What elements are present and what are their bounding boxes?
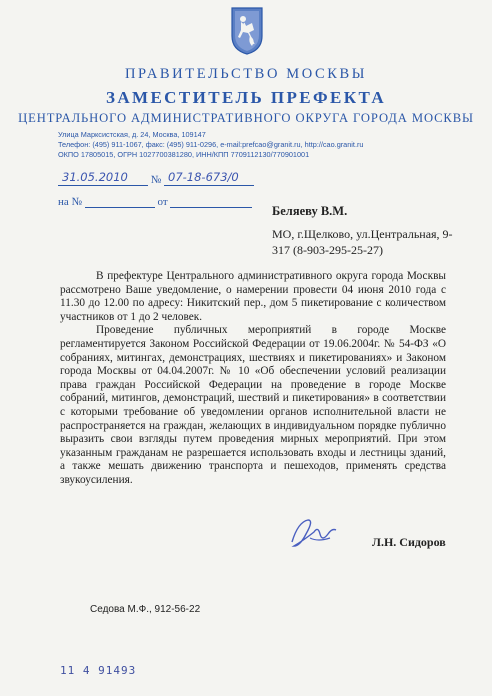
recipient-address: МО, г.Щелково, ул.Центральная, 9-317 (8-903-295-25-27) [272, 227, 453, 257]
letter-body [60, 270, 446, 488]
reply-reference [58, 196, 252, 208]
paragraph: В префектуре Центрального административного округа города Москвы рассмотрено Ваше уведомление, о намерении провести 04 июня 2010 года с 11.30 до 12.00 по адресу: Никитский пер., дом 5 пикетирование с количеством участников от 1 до 2 человек. [60, 270, 446, 323]
registration-date: 31.05.2010 [62, 170, 128, 184]
date-field [58, 170, 148, 186]
moscow-coat-of-arms-icon [230, 6, 264, 56]
phone-line: Телефон: (495) 911-1067, факс: (495) 911-0296, e-mail:prefcao@granit.ru, http://cao.granit.ru [58, 140, 364, 149]
registry-codes-line: ОКПО 17805015, ОГРН 1027700381280, ИНН/КПП 7709112130/770901001 [58, 150, 310, 159]
government-title: ПРАВИТЕЛЬСТВО МОСКВЫ [124, 66, 368, 82]
contact-block [58, 130, 363, 160]
outgoing-registration [58, 170, 254, 186]
paragraph: Проведение публичных мероприятий в городе Москве регламентируется Законом Российской Федерации от 19.06.2004г. № 54-ФЗ «О собраниях, митингах, демонстрациях, шествиях и пикетированиях» и Законом города Москвы от 04.04.2007г. № 10 «Об обеспечении условий реализации права граждан Российской Федерации на проведение в городе Москве собраний, митингов, демонстраций, шествий и пикетирования» в соответствии с которыми требование об уведомлении органов исполнительной власти не распространяется на граждан, желающих в индивидуальном порядке публично выразить свои взгляды путем проведения мирных мероприятий. При этом указанным гражданам не разрешается использовать входы и лестницы зданий, а также мешать движению транспорта и пешеходов, применять средства звукоусиления. [60, 324, 446, 486]
deputy-prefect-title: ЗАМЕСТИТЕЛЬ ПРЕФЕКТА [105, 88, 387, 107]
recipient-name: Беляеву В.М. [272, 204, 348, 218]
handwritten-signature [284, 512, 344, 552]
from-label: от [157, 196, 168, 208]
number-label: № [150, 174, 162, 186]
reply-label: на № [58, 196, 83, 208]
reply-number-field [85, 197, 155, 208]
address-line: Улица Марксистская, д. 24, Москва, 109147 [58, 130, 206, 139]
district-title: ЦЕНТРАЛЬНОГО АДМИНИСТРАТИВНОГО ОКРУГА ГОРОДА МОСКВЫ [18, 111, 474, 125]
signer-name: Л.Н. Сидоров [372, 535, 446, 549]
registration-number: 07-18-673/0 [168, 170, 239, 184]
reply-date-field [170, 197, 252, 208]
number-field [164, 170, 254, 186]
executor-line: Седова М.Ф., 912-56-22 [90, 604, 201, 615]
document-number: 11 4 91493 [60, 664, 137, 677]
